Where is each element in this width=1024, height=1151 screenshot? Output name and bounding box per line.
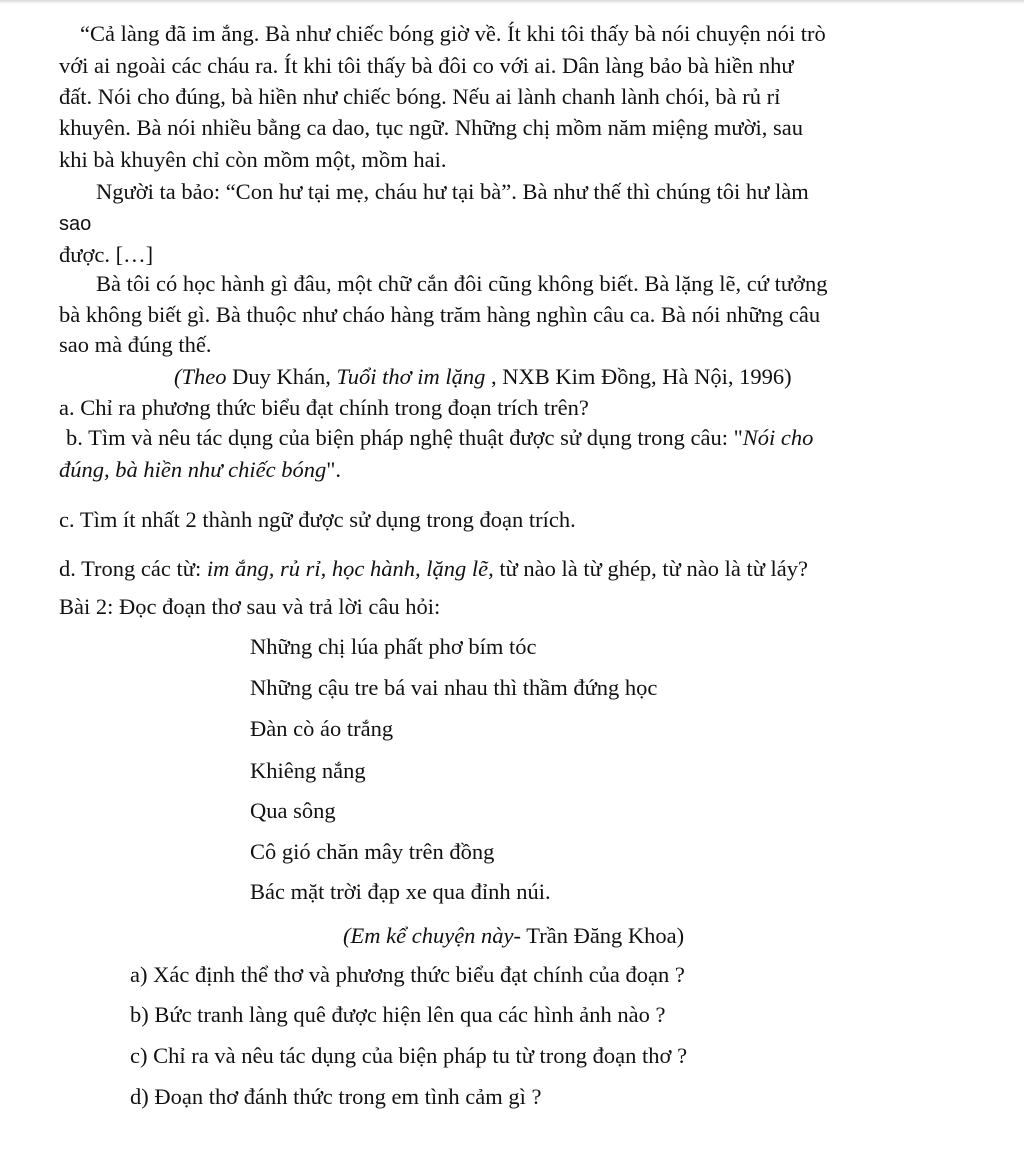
question-a: a. Chỉ ra phương thức biểu đạt chính trong đoạn trích trên?: [59, 395, 589, 420]
question-d-text: d. Trong các từ:: [59, 556, 207, 581]
passage-line: “Cả làng đã im ắng. Bà như chiếc bóng giờ về. Ít khi tôi thấy bà nói chuyện nói trò: [80, 21, 826, 46]
passage-line: được. […]: [59, 242, 154, 267]
citation-publisher: , NXB Kim Đồng, Hà Nội, 1996): [485, 364, 792, 389]
bai2-question-a: a) Xác định thể thơ và phương thức biểu đạt chính của đoạn ?: [130, 962, 685, 987]
bai2-question-d: d) Đoạn thơ đánh thức trong em tình cảm gì ?: [130, 1084, 542, 1109]
scan-edge: [0, 0, 1024, 4]
poem-source-title: Em kể chuyện này: [350, 923, 514, 948]
citation-paren: (: [174, 364, 182, 389]
poem-line: Cô gió chăn mây trên đồng: [250, 839, 495, 864]
question-c: c. Tìm ít nhất 2 thành ngữ được sử dụng trong đoạn trích.: [59, 507, 576, 532]
question-d-end: từ nào là từ ghép, từ nào là từ láy?: [493, 556, 809, 581]
passage-line: khuyên. Bà nói nhiều bằng ca dao, tục ngữ. Những chị mồm năm miệng mười, sau: [59, 115, 803, 140]
passage-line: sao: [59, 213, 92, 235]
poem-line: Bác mặt trời đạp xe qua đỉnh núi.: [250, 879, 551, 904]
bai2-heading: Bài 2: Đọc đoạn thơ sau và trả lời câu hỏi:: [59, 594, 441, 619]
passage-line: sao mà đúng thế.: [59, 332, 212, 357]
citation-author: Duy Khán,: [226, 364, 337, 389]
passage-line: khi bà khuyên chỉ còn mồm một, mồm hai.: [59, 147, 447, 172]
question-b-quote: đúng, bà hiền như chiếc bóng: [59, 457, 327, 482]
passage-citation: [174, 363, 792, 391]
bai2-question-c: c) Chỉ ra và nêu tác dụng của biện pháp tu từ trong đoạn thơ ?: [130, 1043, 688, 1068]
poem-source: [343, 922, 684, 950]
question-b-text: b. Tìm và nêu tác dụng của biện pháp nghệ thuật được sử dụng trong câu: ": [66, 425, 743, 450]
passage-line: Bà tôi có học hành gì đâu, một chữ cắn đôi cũng không biết. Bà lặng lẽ, cứ tưởng: [96, 271, 828, 296]
question-d: [59, 555, 808, 583]
poem-source-author: - Trần Đăng Khoa): [513, 923, 685, 948]
citation-prefix: Theo: [181, 364, 227, 389]
passage-line: với ai ngoài các cháu ra. Ít khi tôi thấy bà đôi co với ai. Dân làng bảo bà hiền như: [59, 53, 794, 78]
question-b: [66, 424, 813, 452]
poem-line: Khiêng nắng: [250, 758, 366, 783]
passage-line: đất. Nói cho đúng, bà hiền như chiếc bóng. Nếu ai lành chanh lành chói, bà rủ rỉ: [59, 84, 781, 109]
question-d-words: im ắng, rủ rỉ, học hành, lặng lẽ,: [206, 556, 494, 581]
bai2-question-b: b) Bức tranh làng quê được hiện lên qua các hình ảnh nào ?: [130, 1002, 666, 1027]
poem-line: Đàn cò áo trắng: [250, 716, 394, 741]
question-b-cont: [59, 456, 341, 484]
passage-line: bà không biết gì. Bà thuộc như cháo hàng trăm hàng nghìn câu ca. Bà nói những câu: [59, 302, 821, 327]
citation-title: Tuổi thơ im lặng: [336, 364, 486, 389]
question-b-end: ".: [326, 457, 342, 482]
passage-line: Người ta bảo: “Con hư tại mẹ, cháu hư tại bà”. Bà như thế thì chúng tôi hư làm: [96, 179, 809, 204]
poem-line: Qua sông: [250, 798, 336, 823]
poem-line: Những chị lúa phất phơ bím tóc: [250, 634, 537, 659]
poem-line: Những cậu tre bá vai nhau thì thầm đứng học: [250, 675, 658, 700]
question-b-quote: Nói cho: [742, 425, 814, 450]
poem-source-paren: (: [343, 923, 351, 948]
